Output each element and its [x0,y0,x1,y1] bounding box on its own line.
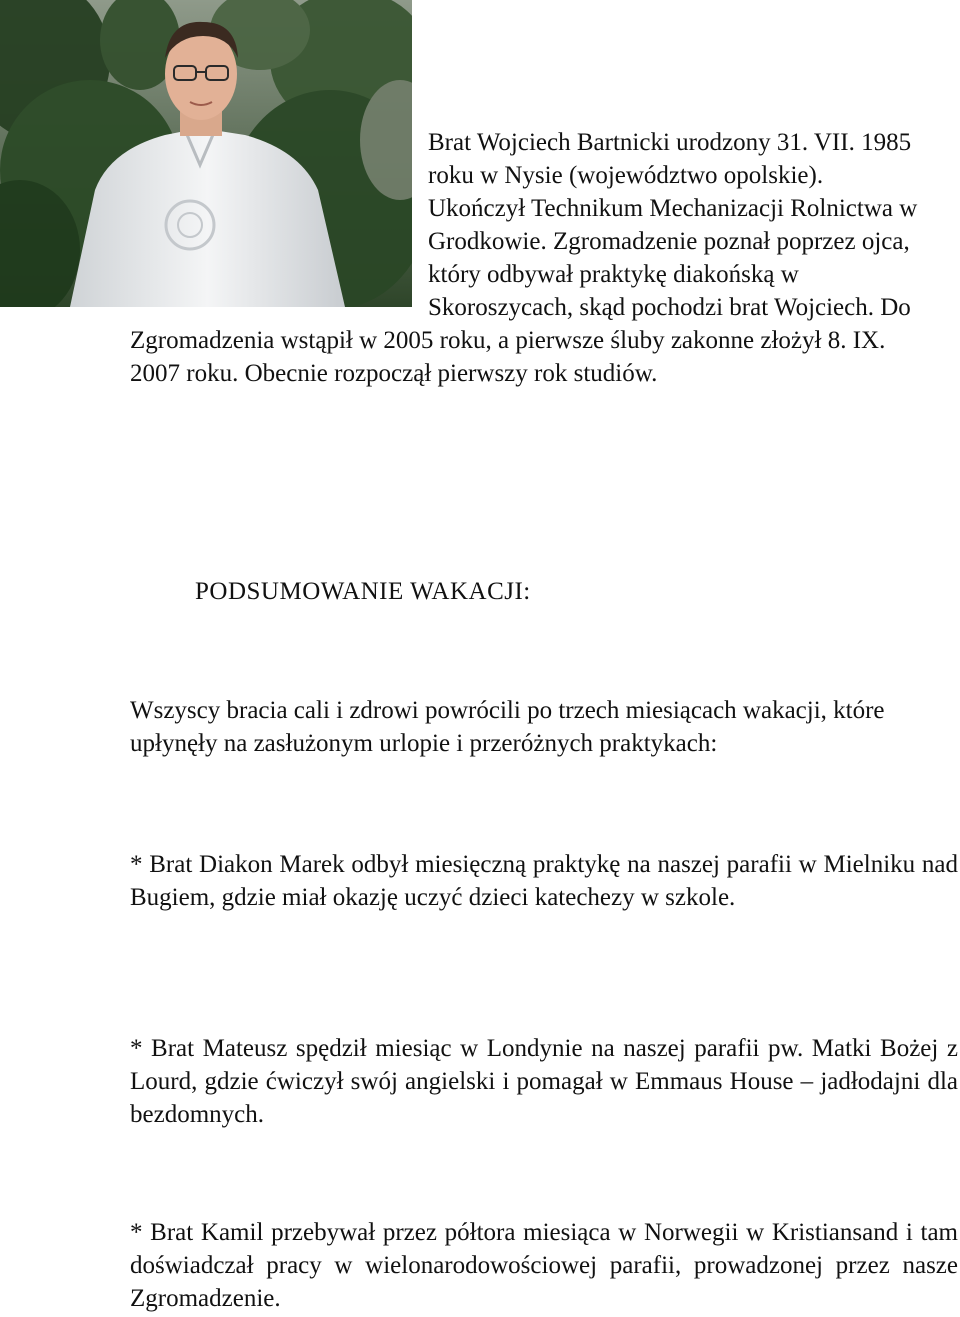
summary-item-mateusz: * Brat Mateusz spędził miesiąc w Londynie na naszej parafii pw. Matki Bożej z Lourd, gdzie ćwiczył swój angielski i pomagał w Emmaus House – jadłodajni dla bezdomnych. [130,1035,958,1128]
summary-item-marek: * Brat Diakon Marek odbył miesięczną praktykę na naszej parafii w Mielniku nad Bugiem, gdzie miał okazję uczyć dzieci katechezy w szkole. [130,851,958,911]
intro-paragraph [130,126,920,390]
section-heading: PODSUMOWANIE WAKACJI: [195,578,531,605]
summary-item-kamil: * Brat Kamil przebywał przez półtora miesiąca w Norwegii w Kristiansand i tam doświadczał pracy w wielonarodowościowej parafii, prowadzonej przez nasze Zgromadzenie. [130,1219,958,1312]
photo-wrap-spacer [130,126,428,324]
summary-lead: Wszyscy bracia cali i zdrowi powrócili po trzech miesiącach wakacji, które upłynęły na zasłużonym urlopie i przeróżnych praktykach: [130,697,885,757]
intro-text: Brat Wojciech Bartnicki urodzony 31. VII. 1985 roku w Nysie (województwo opolskie). Ukończył Technikum Mechanizacji Rolnictwa w Grodkowie. Zgromadzenie poznał poprzez ojca, który odbywał praktykę diakońską w Skoroszycach, skąd pochodzi brat Wojciech. Do Zgromadzenia wstąpił w 2005 roku, a pierwsze śluby zakonne złożył 8. IX. 2007 roku. Obecnie rozpoczął pierwszy rok studiów. [130,129,918,387]
